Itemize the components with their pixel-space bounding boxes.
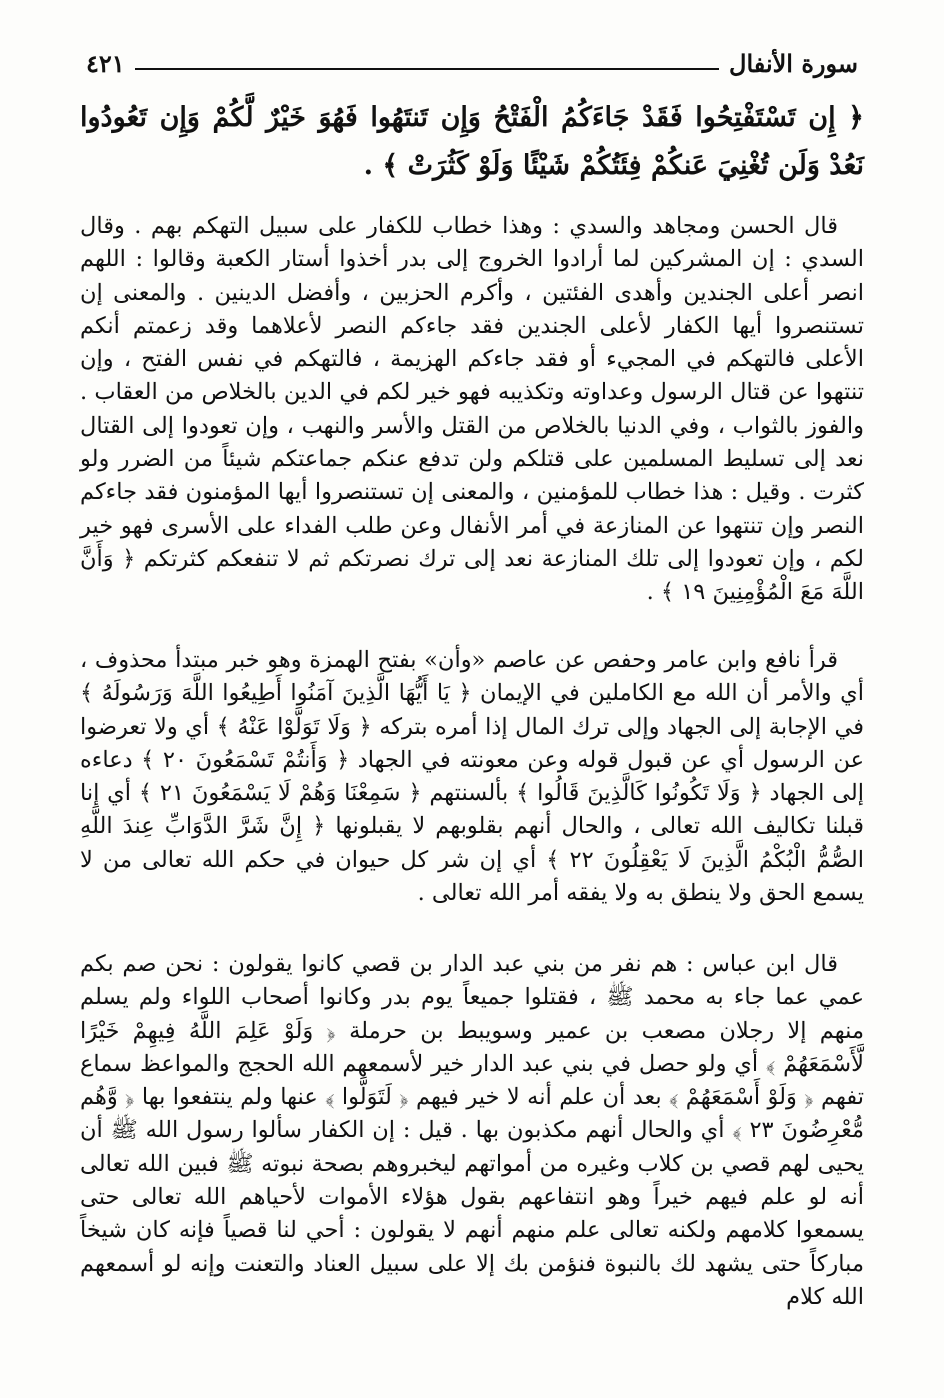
page-number: ٤٢١ <box>86 49 125 78</box>
surah-title: سورة الأنفال <box>729 49 858 78</box>
commentary-paragraph-3: قال ابن عباس : هم نفر من بني عبد الدار بن قصي كانوا يقولون : نحن صم بكم عمي عما جاء به محمد ﷺ ، فقتلوا جميعاً يوم بدر وكانوا أصحاب اللواء ولم يسلم منهم إلا رجلان مصعب بن عمير وسويبط بن حرملة ﴿ وَلَوْ عَلِمَ اللَّهُ فِيهِمْ خَيْرًا لَّأَسْمَعَهُمْ ﴾ أي ولو حصل في بني عبد الدار خير لأسمعهم الله الحجج والمواعظ سماع تفهم ﴿ وَلَوْ أَسْمَعَهُمْ ﴾ بعد أن علم أنه لا خير فيهم ﴿ لَتَوَلَّوا ﴾ عنها ولم ينتفعوا بها ﴿ وَّهُم مُّعْرِضُونَ ٢٣ ﴾ أي والحال أنهم مكذبون بها . قيل : إن الكفار سألوا رسول الله ﷺ أن يحيى لهم قصي بن كلاب وغيره من أمواتهم ليخبروهم بصحة نبوته ﷺ فبين الله تعالى أنه لو علم فيهم خيراً وهو انتفاعهم بقول هؤلاء الأموات لأحياهم الله تعالى حتى يسمعوا كلامهم ولكنه تعالى علم منهم أنهم لا يقولون : أحي لنا قصياً فإنه كان شيخاً مباركاً حتى يشهد لك بالنبوة فنؤمن بك إلا على سبيل العناد والتعنت وإنه لو أسمعهم الله كلام <box>80 951 865 1310</box>
commentary-paragraph-2: قرأ نافع وابن عامر وحفص عن عاصم «وأن» بفتح الهمزة وهو خبر مبتدأ محذوف ، أي والأمر أن الله مع الكاملين في الإيمان ﴿ يَا أَيُّهَا الَّذِينَ آمَنُوا أَطِيعُوا اللَّهَ وَرَسُولَهُ ﴾ في الإجابة إلى الجهاد وإلى ترك المال إذا أمره بتركه ﴿ وَلَا تَوَلَّوْا عَنْهُ ﴾ أي ولا تعرضوا عن الرسول أي عن قبول قوله وعن معونته في الجهاد ﴿ وَأَنتُمْ تَسْمَعُونَ ٢٠ ﴾ دعاءه إلى الجهاد ﴿ وَلَا تَكُونُوا كَالَّذِينَ قَالُوا ﴾ بألسنتهم ﴿ سَمِعْنَا وَهُمْ لَا يَسْمَعُونَ ٢١ ﴾ أي إنا قبلنا تكاليف الله تعالى ، والحال أنهم بقلوبهم لا يقبلونها ﴿ إِنَّ شَرَّ الدَّوَابِّ عِندَ اللَّهِ الصُّمُّ الْبُكْمُ الَّذِينَ لَا يَعْقِلُونَ ٢٢ ﴾ أي إن شر كل حيوان في حكم الله تعالى من لا يسمع الحق ولا ينطق به ولا يفقه أمر الله تعالى . <box>80 647 864 907</box>
header-rule <box>135 68 719 70</box>
commentary-paragraph-1: قال الحسن ومجاهد والسدي : وهذا خطاب للكفار على سبيل التهكم بهم . وقال السدي : إن المشركين لما أرادوا الخروج إلى بدر أخذوا أستار الكعبة وقالوا : اللهم انصر أعلى الجندين وأهدى الفئتين ، وأكرم الحزبين ، وأفضل الدينين . والمعنى إن تستنصروا أيها الكفار لأعلى الجندين فقد جاءكم النصر لأعلاهما وقد زعمتم أنكم الأعلى فالتهكم في المجيء أو فقد جاءكم الهزيمة ، فالتهكم في نفس الفتح ، وإن تنتهوا عن قتال الرسول وعداوته وتكذيبه فهو خير لكم في الدين بالخلاص من العقاب . والفوز بالثواب ، وفي الدنيا بالخلاص من القتل والأسر والنهب ، وإن تعودوا إلى القتال نعد إلى تسليط المسلمين على قتلكم ولن تدفع عنكم جماعتكم شيئاً من الضرر ولو كثرت . وقيل : هذا خطاب للمؤمنين ، والمعنى إن تستنصروا أيها المؤمنون فقد جاءكم النصر وإن تنتهوا عن المنازعة في أمر الأنفال وعن طلب الفداء على الأسرى فهو خير لكم ، وإن تعودوا إلى تلك المنازعة نعد إلى ترك نصرتكم ثم لا تنفعكم كثرتكم ﴿ وَأَنَّ اللَّهَ مَعَ الْمُؤْمِنِينَ ١٩ ﴾ . <box>80 213 865 606</box>
page-header <box>86 40 858 80</box>
quran-verse: ﴿ إِن تَسْتَفْتِحُوا فَقَدْ جَاءَكُمُ الْفَتْحُ وَإِن تَنتَهُوا فَهُوَ خَيْرٌ لَّكُمْ وَإِن تَعُودُوا نَعُدْ وَلَن تُغْنِيَ عَنكُمْ فِئَتُكُمْ شَيْئًا وَلَوْ كَثُرَتْ ﴾ . <box>80 102 864 181</box>
